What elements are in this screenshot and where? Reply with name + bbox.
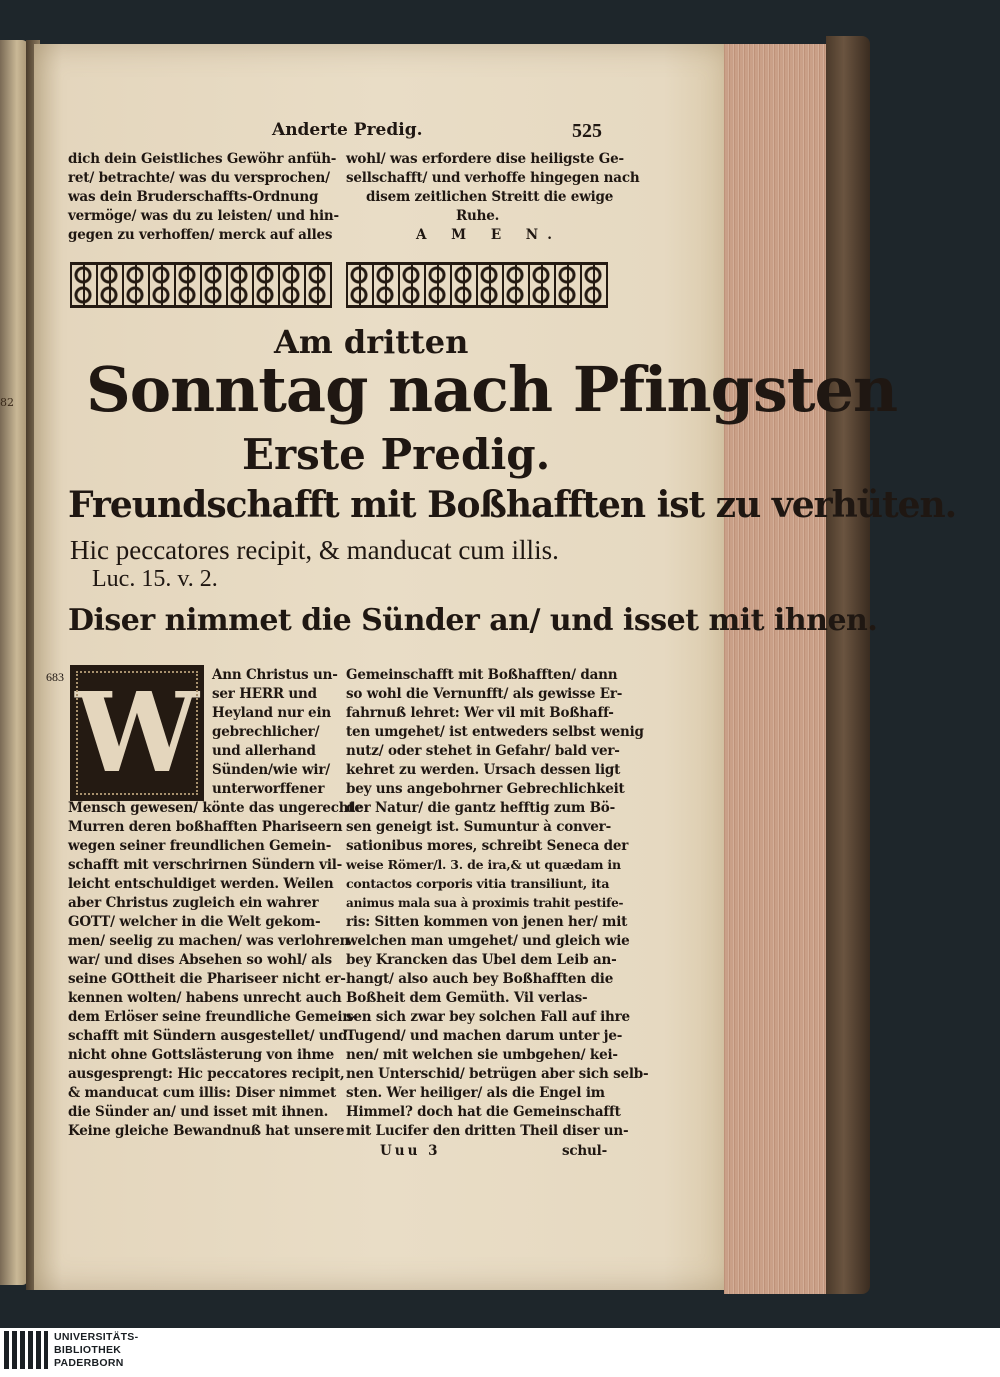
decorated-initial: W [70,665,204,801]
text-line: so wohl die Vernunfft/ als gewisse Er- [346,686,623,702]
text-line: ret/ betrachte/ was du versprochen/ [68,170,330,186]
text-line: und allerhand [212,743,316,759]
page-fore-edge [724,44,834,1294]
text-line: mit Lucifer den dritten Theil diser un- [346,1123,629,1139]
text-line: Heyland nur ein [212,705,331,721]
title-line-3: Erste Predig. [242,430,551,479]
text-line: Sünden/wie wir/ [212,762,330,778]
text-line: bey Krancken das Ubel dem Leib an- [346,952,617,968]
title-line-2: Sonntag nach Pfingsten [86,353,898,426]
text-line: sationibus mores, schreibt Seneca der [346,838,629,854]
text-line: ser HERR und [212,686,317,702]
text-line: nutz/ oder stehet in Gefahr/ bald ver- [346,743,620,759]
text-line: unterworffener [212,781,325,797]
text-line: Murren deren boßhafften Phariseern [68,819,343,835]
german-quote: Diser nimmet die Sünder an/ und isset mit ihnen. [68,603,878,638]
text-line: fahrnuß lehret: Wer vil mit Boßhaff- [346,705,614,721]
text-line: ausgesprengt: Hic peccatores recipit, [68,1066,345,1082]
catchword: schul- [562,1143,607,1159]
ornament-band-right [346,262,608,308]
text-line: der Natur/ die gantz hefftig zum Bö- [346,800,615,816]
text-line: dich dein Geistliches Gewöhr anfüh- [68,151,337,167]
signature-mark: Uuu 3 [380,1143,441,1159]
text-line: sen sich zwar bey solchen Fall auf ihre [346,1009,630,1025]
text-line: war/ und dises Absehen so wohl/ als [68,952,332,968]
text-line: gegen zu verhoffen/ merck auf alles [68,227,333,243]
library-footer [0,1328,1000,1377]
text-line: sen geneigt ist. Sumuntur à conver- [346,819,611,835]
running-title: Anderte Predig. [272,120,423,140]
text-line: & manducat cum illis: Diser nimmet [68,1085,337,1101]
text-line: sten. Wer heiliger/ als die Engel im [346,1085,605,1101]
book-cover-edge [826,36,870,1294]
logo-line-1: UNIVERSITÄTS- [54,1331,139,1343]
text-line: Gemeinschafft mit Boßhafften/ dann [346,667,618,683]
bible-reference: Luc. 15. v. 2. [92,566,218,592]
text-line: Tugend/ und machen darum unter je- [346,1028,623,1044]
text-line: dem Erlöser seine freundliche Gemein- [68,1009,358,1025]
text-line: Mensch gewesen/ könte das ungerechte [68,800,363,816]
text-line: wegen seiner freundlichen Gemein- [68,838,332,854]
text-line: schafft mit verschrirnen Sündern vil- [68,857,343,873]
text-line: vermöge/ was du zu leisten/ und hin- [68,208,339,224]
text-line: contactos corporis vitia transiliunt, ita [346,876,610,891]
latin-quote: Hic peccatores recipit, & manducat cum illis. [70,535,559,565]
logo-line-2: BIBLIOTHEK [54,1344,122,1356]
left-page-edge [0,40,28,1285]
title-line-1: Am dritten [274,323,469,361]
logo-line-3: PADERBORN [54,1357,124,1369]
text-line: Keine gleiche Bewandnuß hat unsere [68,1123,345,1139]
amen: A M E N. [416,227,562,243]
sermon-theme: Freundschafft mit Boßhafften ist zu verhüten. [68,484,957,526]
text-line: Ruhe. [456,208,500,224]
text-line: nen Unterschid/ betrügen aber sich selb- [346,1066,649,1082]
text-line: Himmel? doch hat die Gemeinschafft [346,1104,621,1120]
text-line: die Sünder an/ und isset mit ihnen. [68,1104,329,1120]
text-line: bey uns angebohrner Gebrechlichkeit [346,781,625,797]
text-line: disem zeitlichen Streitt die ewige [366,189,614,205]
text-line: kehret zu werden. Ursach dessen ligt [346,762,621,778]
text-line: wohl/ was erfordere dise heiligste Ge- [346,151,624,167]
text-line: men/ seelig zu machen/ was verlohren [68,933,350,949]
text-line: was dein Bruderschaffts-Ordnung [68,189,319,205]
text-line: GOTT/ welcher in die Welt gekom- [68,914,321,930]
left-page-fragment: 82 [0,396,14,409]
text-line: aber Christus zugleich ein wahrer [68,895,319,911]
ornament-band-left [70,262,332,308]
text-line: ten umgehet/ ist entweders selbst wenig [346,724,644,740]
text-line: Boßheit dem Gemüth. Vil verlas- [346,990,588,1006]
library-logo-icon [4,1331,48,1369]
text-line: gebrechlicher/ [212,724,320,740]
text-line: hangt/ also auch bey Boßhafften die [346,971,614,987]
text-line: ris: Sitten kommen von jenen her/ mit [346,914,628,930]
text-line: leicht entschuldiget werden. Weilen [68,876,334,892]
page-number: 525 [572,120,602,142]
text-line: sellschafft/ und verhoffe hingegen nach [346,170,640,186]
text-line: welchen man umgehet/ und gleich wie [346,933,630,949]
text-line: animus mala sua à proximis trahit pestife- [346,896,624,910]
margin-number: 683 [46,670,64,684]
text-line: weise Römer/l. 3. de ira,& ut quædam in [346,857,621,872]
text-line: seine GOttheit die Phariseer nicht er- [68,971,346,987]
text-line: schafft mit Sündern ausgestellet/ und [68,1028,348,1044]
text-line: nen/ mit welchen sie umbgehen/ kei- [346,1047,618,1063]
text-line: nicht ohne Gottslästerung von ihme [68,1047,335,1063]
text-line: Ann Christus un- [212,667,338,683]
text-line: kennen wolten/ habens unrecht auch [68,990,342,1006]
